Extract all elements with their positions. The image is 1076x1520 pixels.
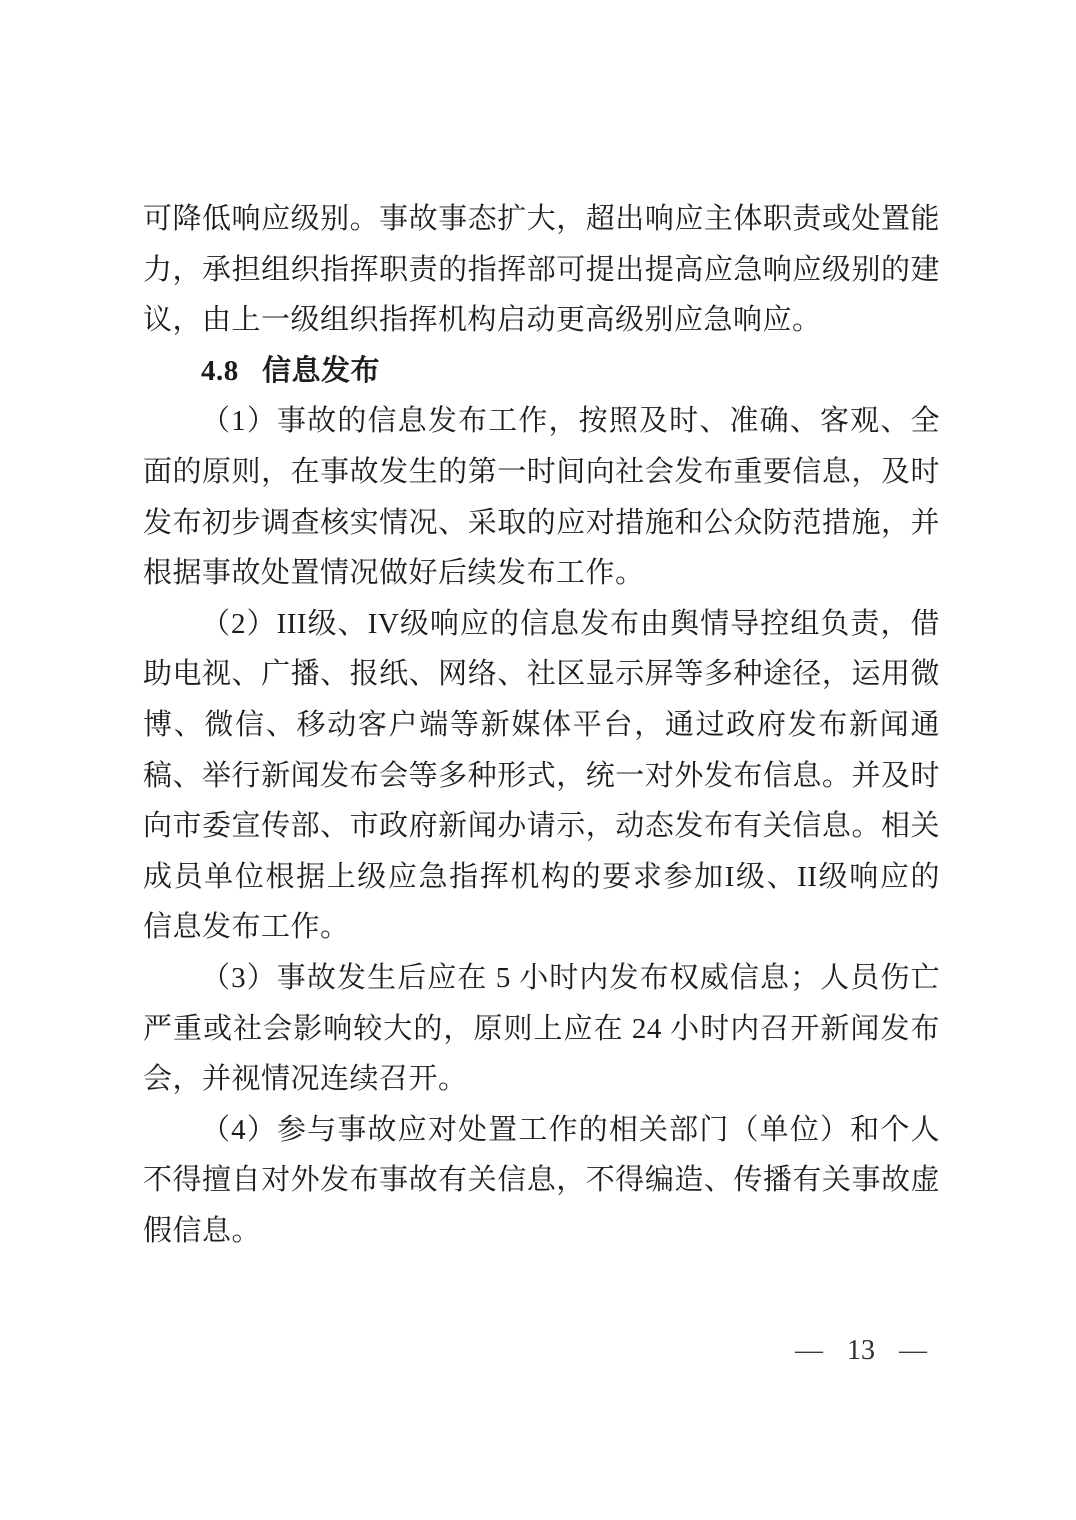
document-body xyxy=(143,194,940,1256)
section-heading-number: 4.8 xyxy=(201,354,239,387)
section-heading-title: 信息发布 xyxy=(261,354,380,387)
body-paragraph-3: （3）事故发生后应在 5 小时内发布权威信息；人员伤亡严重或社会影响较大的，原则上应在 24 小时内召开新闻发布会，并视情况连续召开。 xyxy=(143,961,940,1096)
body-paragraph-continuation: 可降低响应级别。事故事态扩大，超出响应主体职责或处置能力，承担组织指挥职责的指挥部可提出提高应急响应级别的建议，由上一级组织指挥机构启动更高级别应急响应。 xyxy=(143,203,940,337)
page-footer xyxy=(795,1337,927,1365)
section-heading xyxy=(143,346,940,397)
footer-left-dash: — xyxy=(795,1335,823,1366)
body-paragraph-1: （1）事故的信息发布工作，按照及时、准确、客观、全面的原则，在事故发生的第一时间向社会发布重要信息，及时发布初步调查核实情况、采取的应对措施和公众防范措施，并根据事故处置情况做好后续发布工作。 xyxy=(143,405,940,590)
body-paragraph-4: （4）参与事故应对处置工作的相关部门（单位）和个人不得擅自对外发布事故有关信息，不得编造、传播有关事故虚假信息。 xyxy=(143,1113,940,1247)
page-number: 13 xyxy=(847,1335,875,1366)
footer-right-dash: — xyxy=(899,1335,927,1366)
body-paragraph-2: （2）III级、IV级响应的信息发布由舆情导控组负责，借助电视、广播、报纸、网络、社区显示屏等多种途径，运用微博、微信、移动客户端等新媒体平台，通过政府发布新闻通稿、举行新闻发布会等多种形式，统一对外发布信息。并及时向市委宣传部、市政府新闻办请示，动态发布有关信息。相关成员单位根据上级应急指挥机构的要求参加I级、II级响应的信息发布工作。 xyxy=(143,607,940,944)
